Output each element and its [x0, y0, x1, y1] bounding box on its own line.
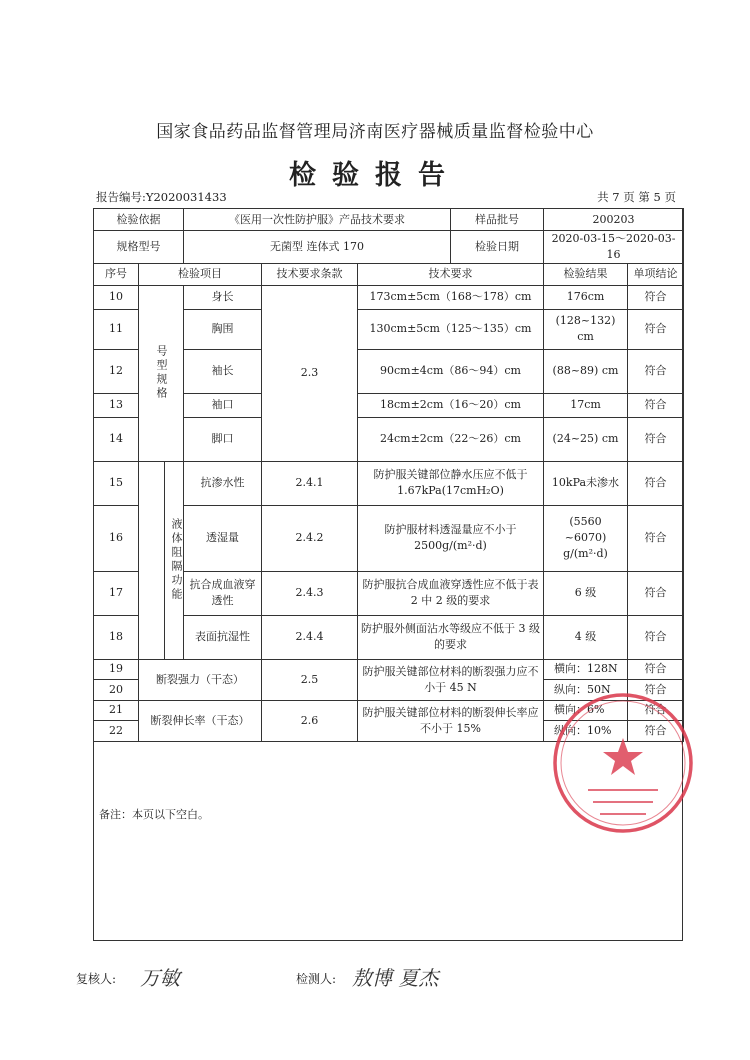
table-row — [94, 285, 684, 309]
clause-cell: 2.6 — [262, 700, 358, 741]
org-name: 国家食品药品监督管理局济南医疗器械质量监督检验中心 — [156, 122, 594, 142]
reviewer-signature: 万敏 — [140, 966, 180, 990]
clause-cell: 2.4.2 — [262, 505, 358, 571]
reviewer-label: 复核人: — [76, 972, 117, 986]
requirement: 防护服外侧面沾水等级应不低于 3 级的要求 — [358, 615, 544, 659]
conclusion: 符合 — [628, 505, 684, 571]
report-title: 检验报告 — [289, 160, 461, 191]
info-row-model — [94, 231, 684, 264]
result: (88~89) cm — [544, 349, 628, 393]
result: 纵向：50N — [544, 679, 628, 700]
table-row — [94, 659, 684, 679]
clause-cell: 2.5 — [262, 659, 358, 700]
result: (24~25) cm — [544, 417, 628, 461]
row-number: 11 — [94, 309, 139, 349]
row-number: 20 — [94, 679, 139, 700]
header-row — [94, 263, 684, 285]
conclusion: 符合 — [628, 679, 684, 700]
requirement: 防护服抗合成血液穿透性应不低于表 2 中 2 级的要求 — [358, 571, 544, 615]
remark: 备注：本页以下空白。 — [99, 808, 209, 821]
item-name: 抗合成血液穿透性 — [184, 571, 262, 615]
requirement: 18cm±2cm（16～20）cm — [358, 393, 544, 417]
conclusion: 符合 — [628, 615, 684, 659]
col-header: 技术要求条款 — [262, 263, 358, 285]
table-row — [94, 700, 684, 720]
result: 176cm — [544, 285, 628, 309]
item-name: 断裂强力（干态） — [139, 659, 262, 700]
model-value: 无菌型 连体式 170 — [184, 231, 451, 264]
col-header: 检验结果 — [544, 263, 628, 285]
group-liquid-label: 液体阻隔功能 — [169, 518, 183, 603]
row-number: 10 — [94, 285, 139, 309]
batch-value: 200203 — [544, 209, 684, 231]
item-name: 身长 — [184, 285, 262, 309]
info-row-basis — [94, 209, 684, 231]
col-header: 检验项目 — [139, 263, 262, 285]
item-name: 袖口 — [184, 393, 262, 417]
item-name: 断裂伸长率（干态） — [139, 700, 262, 741]
date-label: 检验日期 — [451, 231, 544, 264]
requirement: 90cm±4cm（86～94）cm — [358, 349, 544, 393]
basis-label: 检验依据 — [94, 209, 184, 231]
date-value: 2020-03-15～2020-03-16 — [544, 231, 684, 264]
result: 横向：128N — [544, 659, 628, 679]
result: 横向：6% — [544, 700, 628, 720]
clause-cell: 2.4.4 — [262, 615, 358, 659]
requirement: 防护服关键部位材料的断裂强力应不小于 45 N — [358, 659, 544, 700]
clause-cell: 2.4.1 — [262, 461, 358, 505]
conclusion: 符合 — [628, 659, 684, 679]
basis-value: 《医用一次性防护服》产品技术要求 — [184, 209, 451, 231]
row-number: 21 — [94, 700, 139, 720]
conclusion: 符合 — [628, 393, 684, 417]
group-left-spacer — [139, 461, 165, 659]
model-label: 规格型号 — [94, 231, 184, 264]
item-name: 透湿量 — [184, 505, 262, 571]
requirement: 防护服材料透湿量应不小于 2500g/(m²·d) — [358, 505, 544, 571]
item-name: 抗渗水性 — [184, 461, 262, 505]
conclusion: 符合 — [628, 461, 684, 505]
col-header: 技术要求 — [358, 263, 544, 285]
row-number: 17 — [94, 571, 139, 615]
result: (5560 ~6070) g/(m²·d) — [544, 505, 628, 571]
row-number: 18 — [94, 615, 139, 659]
requirement: 130cm±5cm（125～135）cm — [358, 309, 544, 349]
conclusion: 符合 — [628, 417, 684, 461]
row-number: 22 — [94, 720, 139, 741]
requirement: 24cm±2cm（22～26）cm — [358, 417, 544, 461]
tester-signature: 敖博 夏杰 — [352, 966, 439, 990]
col-header: 单项结论 — [628, 263, 684, 285]
result: 10kPa未渗水 — [544, 461, 628, 505]
batch-label: 样品批号 — [451, 209, 544, 231]
group-liquid — [165, 461, 184, 659]
group-size — [139, 285, 184, 461]
col-header: 序号 — [94, 263, 139, 285]
clause-cell: 2.3 — [262, 285, 358, 461]
row-number: 15 — [94, 461, 139, 505]
tester-label: 检测人: — [296, 972, 337, 986]
row-number: 19 — [94, 659, 139, 679]
inspection-table — [93, 208, 684, 742]
result: 17cm — [544, 393, 628, 417]
clause-cell: 2.4.3 — [262, 571, 358, 615]
row-number: 16 — [94, 505, 139, 571]
conclusion: 符合 — [628, 309, 684, 349]
result: 6 级 — [544, 571, 628, 615]
conclusion: 符合 — [628, 349, 684, 393]
row-number: 13 — [94, 393, 139, 417]
conclusion: 符合 — [628, 720, 684, 741]
conclusion: 符合 — [628, 700, 684, 720]
row-number: 14 — [94, 417, 139, 461]
item-name: 表面抗湿性 — [184, 615, 262, 659]
requirement: 173cm±5cm（168～178）cm — [358, 285, 544, 309]
item-name: 胸围 — [184, 309, 262, 349]
result: 4 级 — [544, 615, 628, 659]
report-number: 报告编号:Y2020031433 — [96, 190, 227, 204]
requirement: 防护服关键部位材料的断裂伸长率应不小于 15% — [358, 700, 544, 741]
item-name: 脚口 — [184, 417, 262, 461]
row-number: 12 — [94, 349, 139, 393]
conclusion: 符合 — [628, 285, 684, 309]
requirement: 防护服关键部位静水压应不低于 1.67kPa(17cmH₂O) — [358, 461, 544, 505]
page-count: 共 7 页 第 5 页 — [597, 190, 676, 204]
result: 纵向：10% — [544, 720, 628, 741]
table-row — [94, 461, 684, 505]
item-name: 袖长 — [184, 349, 262, 393]
conclusion: 符合 — [628, 571, 684, 615]
result: (128~132) cm — [544, 309, 628, 349]
group-size-label: 号型规格 — [154, 345, 168, 402]
